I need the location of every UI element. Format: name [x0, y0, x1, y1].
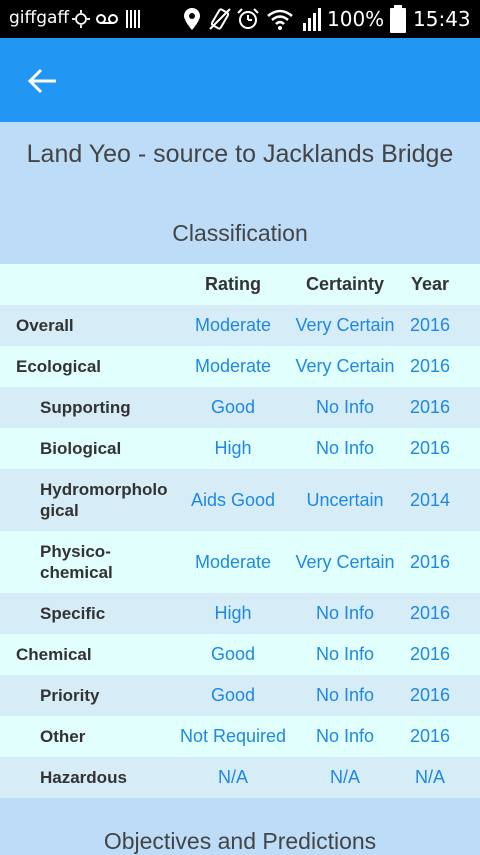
row-label: Priority — [40, 686, 100, 705]
carrier-label: giffgaff — [9, 8, 70, 28]
certainty-value[interactable]: Very Certain — [295, 356, 395, 376]
signal-icon — [303, 7, 323, 31]
wifi-icon — [266, 7, 294, 31]
header-certainty: Certainty — [305, 274, 385, 294]
rating-value[interactable]: Not Required — [179, 726, 287, 746]
rating-value[interactable]: Moderate — [194, 551, 272, 572]
arrow-left-icon[interactable] — [26, 66, 60, 96]
row-label: Ecological — [16, 357, 102, 376]
header-rating: Rating — [205, 274, 261, 294]
certainty-value[interactable]: Uncertain — [306, 489, 384, 510]
row-label: Overall — [16, 316, 74, 335]
page-title: Land Yeo - source to Jacklands Bridge — [26, 140, 454, 168]
row-label: Specific — [40, 604, 106, 623]
row-label: Physico- chemical — [40, 542, 113, 582]
row-label: Biological — [40, 439, 122, 458]
year-value[interactable]: N/A — [414, 767, 445, 787]
section-heading-classification: Classification — [172, 220, 308, 246]
sync-icon — [72, 10, 90, 28]
year-value[interactable]: 2016 — [409, 603, 451, 623]
row-label: Hydromorpholo gical — [40, 480, 168, 520]
year-value[interactable]: 2016 — [409, 438, 451, 458]
location-icon — [183, 7, 201, 31]
rating-value[interactable]: Moderate — [194, 315, 272, 335]
certainty-value[interactable]: N/A — [329, 767, 360, 787]
table-row — [0, 716, 480, 757]
rating-value[interactable]: Good — [210, 644, 256, 664]
certainty-value[interactable]: No Info — [315, 397, 375, 417]
year-value[interactable]: 2016 — [409, 551, 451, 572]
table-row — [0, 305, 480, 346]
row-label: Other — [40, 727, 86, 746]
table-row — [0, 469, 480, 531]
table-row — [0, 634, 480, 675]
year-value[interactable]: 2016 — [409, 644, 451, 664]
rating-value[interactable]: Moderate — [194, 356, 272, 376]
section-heading-objectives: Objectives and Predictions — [103, 828, 377, 854]
battery-icon — [390, 5, 406, 33]
voicemail-icon — [96, 12, 118, 26]
rating-value[interactable]: High — [214, 603, 252, 623]
table-row — [0, 387, 480, 428]
table-row — [0, 531, 480, 593]
year-value[interactable]: 2016 — [409, 397, 451, 417]
alarm-icon — [236, 7, 260, 31]
table-header-row — [0, 264, 480, 305]
certainty-value[interactable]: Very Certain — [295, 551, 395, 572]
table-row — [0, 593, 480, 634]
rating-value[interactable]: High — [214, 438, 252, 458]
table-row — [0, 757, 480, 798]
table-row — [0, 428, 480, 469]
battery-percent: 100% — [327, 7, 385, 31]
vibrate-icon — [208, 7, 232, 31]
clock-time: 15:43 — [413, 7, 471, 31]
header-year: Year — [410, 274, 450, 294]
rating-value[interactable]: Good — [210, 397, 256, 417]
year-value[interactable]: 2016 — [409, 315, 451, 335]
app-bar — [0, 38, 480, 122]
table-row — [0, 675, 480, 716]
row-label: Supporting — [40, 398, 131, 417]
year-value[interactable]: 2014 — [409, 489, 451, 510]
barcode-icon — [126, 10, 140, 28]
table-row — [0, 346, 480, 387]
year-value[interactable]: 2016 — [409, 685, 451, 705]
rating-value[interactable]: N/A — [217, 767, 248, 787]
year-value[interactable]: 2016 — [409, 356, 451, 376]
status-bar — [0, 0, 480, 38]
certainty-value[interactable]: No Info — [315, 603, 375, 623]
classification-table — [0, 264, 480, 798]
rating-value[interactable]: Aids Good — [190, 489, 276, 510]
certainty-value[interactable]: No Info — [315, 644, 375, 664]
row-label: Chemical — [16, 645, 92, 664]
certainty-value[interactable]: No Info — [315, 685, 375, 705]
rating-value[interactable]: Good — [210, 685, 256, 705]
certainty-value[interactable]: No Info — [315, 438, 375, 458]
certainty-value[interactable]: Very Certain — [295, 315, 395, 335]
year-value[interactable]: 2016 — [409, 726, 451, 746]
row-label: Hazardous — [40, 768, 127, 787]
certainty-value[interactable]: No Info — [315, 726, 375, 746]
